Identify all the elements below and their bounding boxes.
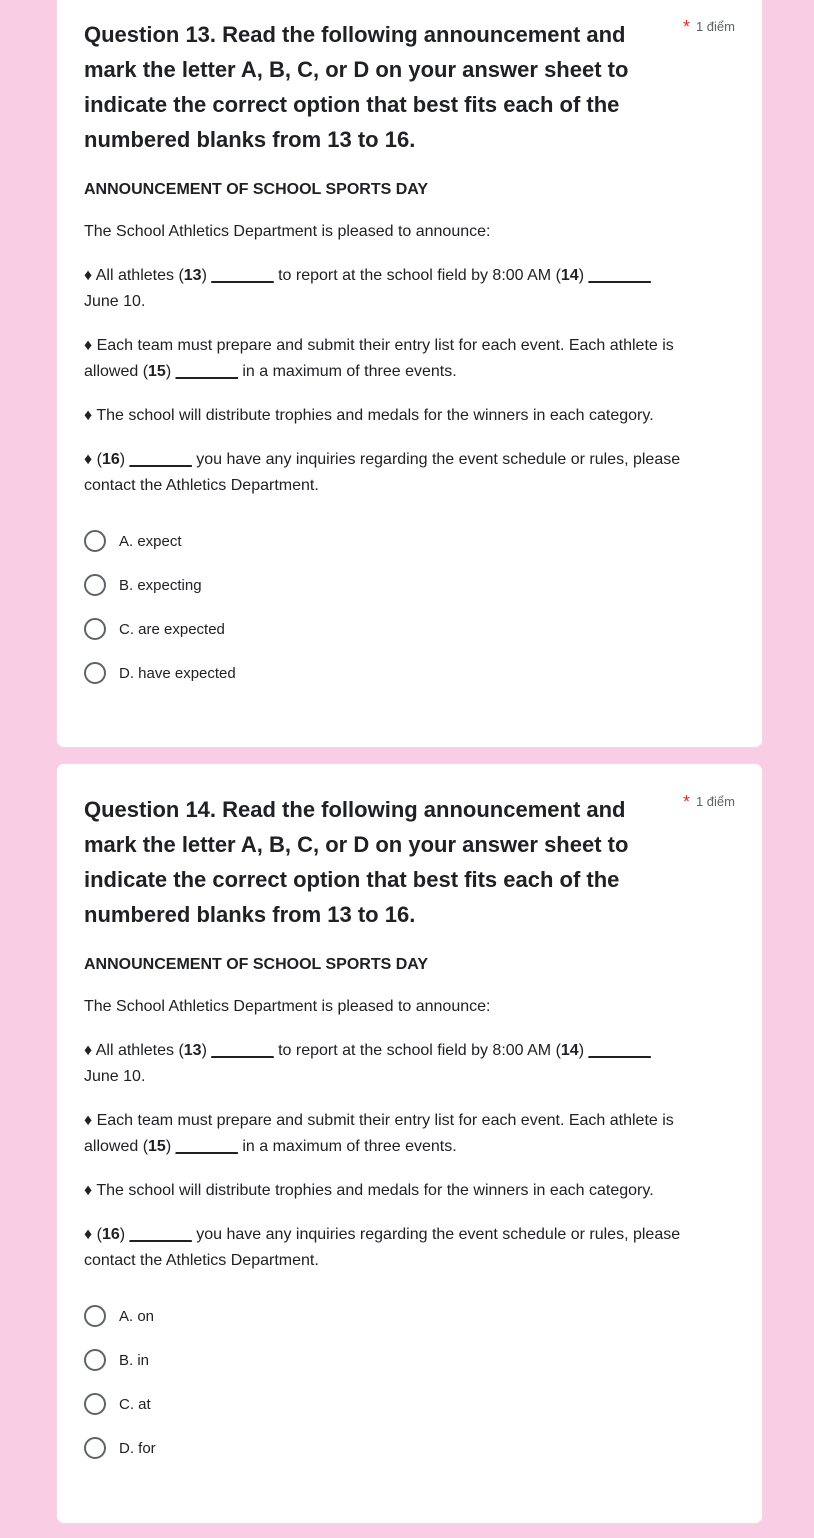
points-label [683, 17, 735, 35]
question-title: Question 14. Read the following announcement and mark the letter A, B, C, or D on your answer sheet to indicate the correct option that best fits each of the numbered blanks from 13 to 16. [84, 797, 629, 927]
points-label [683, 792, 735, 810]
option-label: C. at [119, 1395, 151, 1413]
question-header [84, 17, 735, 157]
option-label: D. for [119, 1439, 156, 1457]
option-a[interactable] [84, 519, 735, 563]
text: ♦ ( [84, 1226, 102, 1243]
blank-number: 16 [101, 1226, 120, 1243]
blank-number: 13 [183, 1042, 202, 1059]
option-c[interactable] [84, 1382, 735, 1426]
announcement-paragraph-2 [84, 1108, 684, 1160]
option-label: B. expecting [119, 576, 202, 594]
text: to report at the school field by 8:00 AM ( [273, 267, 561, 284]
option-b[interactable] [84, 1338, 735, 1382]
question-card-14 [56, 763, 763, 1524]
radio-button-icon[interactable] [84, 618, 106, 640]
radio-button-icon[interactable] [84, 1305, 106, 1327]
text: ♦ Each team must prepare and submit their entry list for each event. Each athlete is allowed ( [84, 337, 674, 380]
blank-number: 13 [183, 267, 202, 284]
question-card-13 [56, 0, 763, 748]
blank: _______ [588, 267, 651, 284]
radio-button-icon[interactable] [84, 1393, 106, 1415]
announcement-paragraph-1 [84, 1038, 684, 1090]
announcement-intro: The School Athletics Department is pleased to announce: [84, 223, 491, 240]
text: in a maximum of three events. [237, 363, 457, 380]
radio-button-icon[interactable] [84, 530, 106, 552]
blank-number: 14 [560, 1042, 579, 1059]
announcement-paragraph-4 [84, 1222, 684, 1274]
points-value: 1 điểm [695, 19, 735, 34]
option-b[interactable] [84, 563, 735, 607]
option-label: D. have expected [119, 664, 236, 682]
text: in a maximum of three events. [237, 1138, 457, 1155]
option-a[interactable] [84, 1294, 735, 1338]
text: ) [201, 1042, 212, 1059]
option-c[interactable] [84, 607, 735, 651]
announcement-heading: ANNOUNCEMENT OF SCHOOL SPORTS DAY [84, 181, 429, 198]
announcement-paragraph-3: ♦ The school will distribute trophies and medals for the winners in each category. [84, 407, 654, 424]
option-d[interactable] [84, 651, 735, 695]
blank: _______ [129, 1226, 192, 1243]
answer-options [84, 519, 735, 695]
blank-number: 16 [101, 451, 120, 468]
text: ♦ All athletes ( [84, 267, 184, 284]
text: ) [201, 267, 212, 284]
blank-number: 15 [148, 1138, 166, 1155]
radio-button-icon[interactable] [84, 1437, 106, 1459]
question-title: Question 13. Read the following announcement and mark the letter A, B, C, or D on your answer sheet to indicate the correct option that best fits each of the numbered blanks from 13 to 16. [84, 22, 629, 152]
blank: _______ [175, 1138, 238, 1155]
text: ) [165, 1138, 176, 1155]
text: to report at the school field by 8:00 AM ( [273, 1042, 561, 1059]
text: June 10. [84, 1068, 146, 1085]
option-label: A. expect [119, 532, 182, 550]
question-header [84, 792, 735, 932]
option-d[interactable] [84, 1426, 735, 1470]
blank: _______ [175, 363, 238, 380]
blank-number: 15 [148, 363, 166, 380]
blank: _______ [588, 1042, 651, 1059]
text: ) [578, 1042, 589, 1059]
text: ♦ Each team must prepare and submit their entry list for each event. Each athlete is allowed ( [84, 1112, 674, 1155]
text: you have any inquiries regarding the event schedule or rules, please contact the Athletics Department. [84, 451, 681, 494]
option-label: C. are expected [119, 620, 225, 638]
announcement-paragraph-4 [84, 447, 684, 499]
text: June 10. [84, 293, 146, 310]
text: ) [578, 267, 589, 284]
radio-button-icon[interactable] [84, 1349, 106, 1371]
option-label: A. on [119, 1307, 155, 1325]
announcement-heading: ANNOUNCEMENT OF SCHOOL SPORTS DAY [84, 956, 429, 973]
announcement-paragraph-3: ♦ The school will distribute trophies and medals for the winners in each category. [84, 1182, 654, 1199]
blank: _______ [211, 267, 274, 284]
text: you have any inquiries regarding the event schedule or rules, please contact the Athletics Department. [84, 1226, 681, 1269]
blank: _______ [129, 451, 192, 468]
required-asterisk: * [682, 17, 690, 37]
required-asterisk: * [682, 792, 690, 812]
answer-options [84, 1294, 735, 1470]
blank: _______ [211, 1042, 274, 1059]
option-label: B. in [119, 1351, 150, 1369]
text: ) [119, 451, 130, 468]
text: ♦ All athletes ( [84, 1042, 184, 1059]
points-value: 1 điểm [695, 794, 735, 809]
radio-button-icon[interactable] [84, 662, 106, 684]
text: ♦ ( [84, 451, 102, 468]
announcement-paragraph-2 [84, 333, 684, 385]
radio-button-icon[interactable] [84, 574, 106, 596]
announcement-intro: The School Athletics Department is pleased to announce: [84, 998, 491, 1015]
announcement-paragraph-1 [84, 263, 684, 315]
text: ) [119, 1226, 130, 1243]
blank-number: 14 [560, 267, 579, 284]
text: ) [165, 363, 176, 380]
